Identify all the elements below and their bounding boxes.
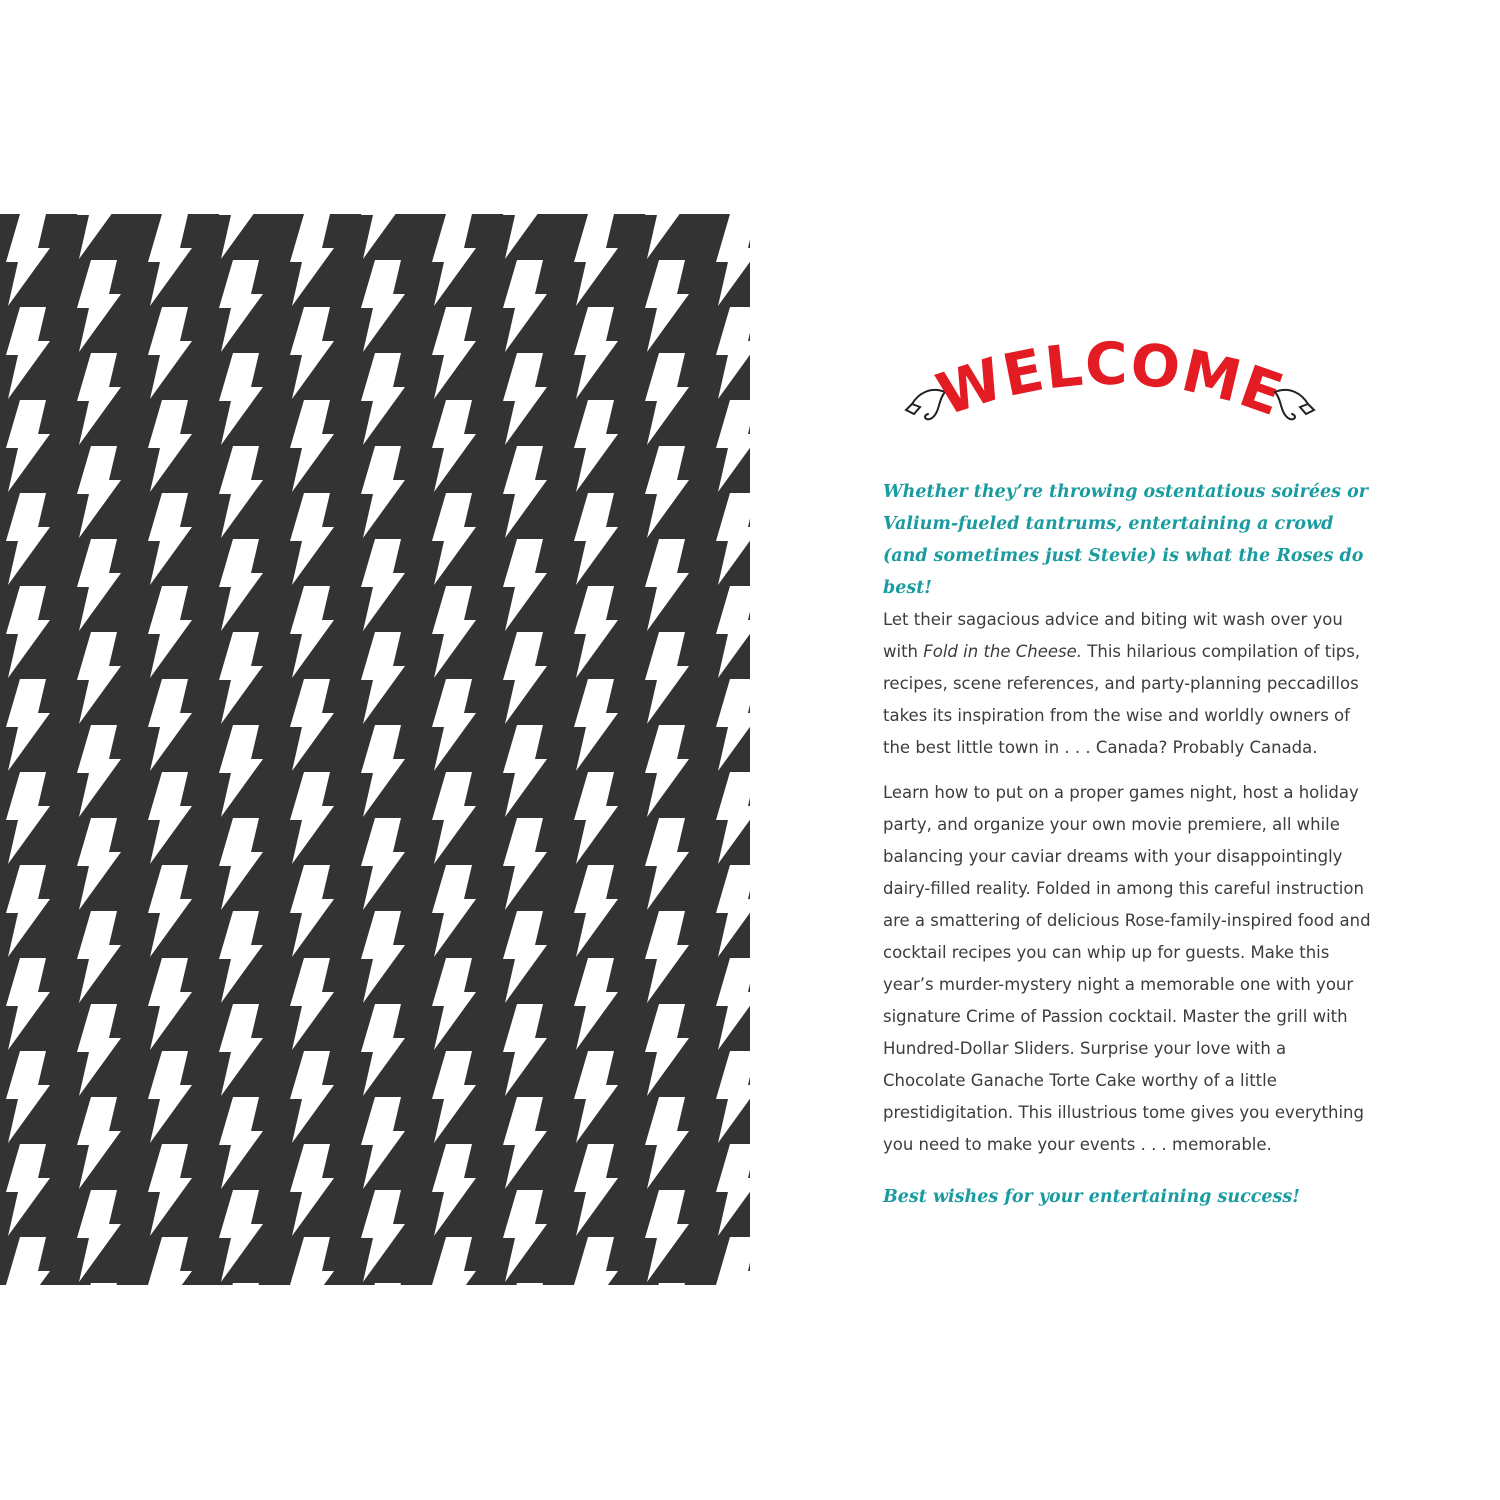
lightning-bolt-icon <box>290 493 334 585</box>
lightning-bolt-icon <box>290 1144 334 1236</box>
lightning-bolt-icon <box>361 353 405 445</box>
lightning-bolt-icon <box>432 586 476 678</box>
lightning-bolt-icon <box>361 446 405 538</box>
lightning-bolt-icon <box>716 214 750 306</box>
lightning-bolt-icon <box>77 818 121 910</box>
lightning-bolt-icon <box>645 446 689 538</box>
lightning-bolt-icon <box>77 353 121 445</box>
lightning-bolt-icon <box>6 493 50 585</box>
lightning-bolt-icon <box>574 1051 618 1143</box>
closing-line: Best wishes for your entertaining success! <box>883 1187 1300 1207</box>
lightning-bolt-icon <box>716 1051 750 1143</box>
lightning-bolt-icon <box>290 214 334 306</box>
lightning-bolt-icon <box>6 958 50 1050</box>
lightning-bolt-icon <box>290 772 334 864</box>
lightning-bolt-icon <box>361 1004 405 1096</box>
lightning-bolt-icon <box>77 632 121 724</box>
lightning-bolt-icon <box>716 307 750 399</box>
lightning-bolt-icon <box>219 1283 263 1285</box>
lightning-bolt-icon <box>432 865 476 957</box>
lightning-bolt-icon <box>219 539 263 631</box>
lightning-bolt-icon <box>148 493 192 585</box>
lightning-bolt-icon <box>432 1051 476 1143</box>
lightning-bolt-icon <box>148 865 192 957</box>
lightning-bolt-icon <box>6 865 50 957</box>
lightning-bolt-icon <box>219 1097 263 1189</box>
lightning-bolt-icon <box>77 446 121 538</box>
lightning-bolt-icon <box>148 1051 192 1143</box>
welcome-page <box>760 214 1500 1285</box>
lightning-bolt-icon <box>6 772 50 864</box>
lightning-bolt-icon <box>716 958 750 1050</box>
lightning-bolt-icon <box>361 632 405 724</box>
lightning-bolt-icon <box>219 1190 263 1282</box>
intro-paragraph <box>883 604 1373 764</box>
lightning-bolt-icon <box>6 1051 50 1143</box>
lightning-bolt-icon <box>645 632 689 724</box>
lightning-bolt-icon <box>432 772 476 864</box>
lightning-bolt-icon <box>503 446 547 538</box>
lightning-bolt-icon <box>219 214 263 259</box>
lightning-bolt-icon <box>361 214 405 259</box>
lightning-bolt-icon <box>716 1237 750 1285</box>
lightning-bolt-icon <box>574 772 618 864</box>
lightning-bolt-icon <box>219 632 263 724</box>
lightning-bolt-icon <box>503 1004 547 1096</box>
lightning-bolt-icon <box>432 1237 476 1285</box>
lightning-bolt-icon <box>361 260 405 352</box>
lightning-bolt-icon <box>574 679 618 771</box>
lightning-bolt-icon <box>77 911 121 1003</box>
lightning-bolt-icon <box>77 1190 121 1282</box>
lightning-bolt-icon <box>503 214 547 259</box>
lightning-bolt-icon <box>219 446 263 538</box>
lightning-bolt-icon <box>503 1190 547 1282</box>
lightning-bolt-icon <box>716 772 750 864</box>
lightning-bolt-icon <box>503 260 547 352</box>
lightning-bolt-icon <box>361 539 405 631</box>
lightning-bolt-icon <box>645 725 689 817</box>
lightning-bolt-icon <box>645 1190 689 1282</box>
lightning-bolt-icon <box>290 865 334 957</box>
lightning-bolt-icon <box>77 260 121 352</box>
lightning-bolt-icon <box>148 772 192 864</box>
lightning-bolt-icon <box>6 307 50 399</box>
lightning-bolt-icon <box>290 307 334 399</box>
lightning-bolt-icon <box>432 1144 476 1236</box>
lightning-bolt-icon <box>6 1144 50 1236</box>
lightning-bolt-icon <box>432 958 476 1050</box>
lightning-bolt-icon <box>361 1283 405 1285</box>
lightning-bolt-icon <box>432 493 476 585</box>
lightning-bolt-icon <box>645 539 689 631</box>
lightning-bolt-icon <box>77 725 121 817</box>
lightning-bolt-icon <box>716 1144 750 1236</box>
lightning-bolt-icon <box>148 1237 192 1285</box>
lightning-bolt-icon <box>574 865 618 957</box>
lightning-bolt-icon <box>148 307 192 399</box>
lightning-bolt-icon <box>716 679 750 771</box>
lightning-bolt-icon <box>361 725 405 817</box>
lightning-bolt-icon <box>574 1144 618 1236</box>
lightning-bolt-icon <box>361 1190 405 1282</box>
lightning-bolt-icon <box>361 1097 405 1189</box>
lightning-bolt-icon <box>6 679 50 771</box>
lightning-bolt-icon <box>290 1051 334 1143</box>
lightning-bolt-icon <box>432 214 476 306</box>
lightning-bolt-icon <box>290 1237 334 1285</box>
lightning-bolt-icon <box>574 586 618 678</box>
lightning-bolt-icon <box>6 586 50 678</box>
lightning-bolt-icon <box>6 400 50 492</box>
lightning-bolt-icon <box>503 911 547 1003</box>
lightning-bolt-icon <box>290 400 334 492</box>
lightning-bolt-icon <box>503 1097 547 1189</box>
lightning-bolt-icon <box>716 865 750 957</box>
lightning-bolt-icon <box>290 586 334 678</box>
intro-text-end: This hilarious compilation of tips, recipes, scene references, and party-planning peccadillos takes its inspiration from the wise and worldly owners of the best little town in . . . Canada? Probably Canada. <box>883 642 1361 757</box>
lightning-bolt-icon <box>148 214 192 306</box>
lightning-bolt-icon <box>290 679 334 771</box>
lightning-bolt-icon <box>574 307 618 399</box>
lightning-bolt-icon <box>219 911 263 1003</box>
lightning-bolt-icon <box>219 260 263 352</box>
lightning-bolt-icon <box>503 1283 547 1285</box>
lightning-bolt-icon <box>148 586 192 678</box>
lightning-bolt-icon <box>645 911 689 1003</box>
lead-paragraph: Whether they’re throwing ostentatious soirées or Valium-fueled tantrums, entertaining a crowd (and sometimes just Stevie) is what the Roses do best! <box>883 482 1368 598</box>
lightning-bolt-icon <box>645 1004 689 1096</box>
lightning-bolt-icon <box>361 818 405 910</box>
lightning-bolt-icon <box>574 493 618 585</box>
lightning-bolt-icon <box>77 1283 121 1285</box>
lightning-bolt-icon <box>432 307 476 399</box>
lightning-bolt-icon <box>219 1004 263 1096</box>
lightning-bolt-icon <box>503 725 547 817</box>
lightning-bolt-icon <box>645 214 689 259</box>
lightning-bolt-icon <box>77 214 121 259</box>
lightning-bolt-icon <box>148 958 192 1050</box>
lightning-bolt-icon <box>716 400 750 492</box>
lightning-bolt-icon <box>148 400 192 492</box>
lightning-bolt-icon <box>645 260 689 352</box>
lightning-bolt-icon <box>77 1097 121 1189</box>
lightning-bolt-icon <box>6 214 50 306</box>
lightning-bolt-icon <box>574 214 618 306</box>
lightning-bolt-icon <box>645 818 689 910</box>
lightning-bolt-icon <box>148 1144 192 1236</box>
lightning-bolt-icon <box>716 493 750 585</box>
details-paragraph: Learn how to put on a proper games night, host a holiday party, and organize your own movie premiere, all while balancing your caviar dreams with your disappointingly dairy-filled reality. Folded in among this careful instruction are a smattering of delicious Rose-family-inspired food and cocktail recipes you can whip up for guests. Make this year’s murder-mystery night a memorable one with your signature Crime of Passion cocktail. Master the grill with Hundred-Dollar Sliders. Surprise your love with a Chocolate Ganache Torte Cake worthy of a little prestidigitation. This illustrious tome gives you everything you need to make your events . . . memorable. <box>883 783 1371 1154</box>
lightning-bolt-icon <box>645 1097 689 1189</box>
lightning-bolt-icon <box>219 818 263 910</box>
lightning-bolt-icon <box>645 1283 689 1285</box>
lightning-bolt-icon <box>503 353 547 445</box>
lightning-bolt-icon <box>6 1237 50 1285</box>
lightning-bolt-icon <box>77 1004 121 1096</box>
lightning-bolt-icon <box>574 958 618 1050</box>
lightning-bolt-icon <box>645 353 689 445</box>
lightning-bolt-icon <box>574 400 618 492</box>
body-copy <box>883 476 1373 1213</box>
welcome-heading <box>900 334 1320 444</box>
lightning-bolt-icon <box>77 539 121 631</box>
lightning-bolt-icon <box>219 353 263 445</box>
lightning-bolt-icon <box>432 400 476 492</box>
lightning-bolt-icon <box>361 911 405 1003</box>
book-title: Fold in the Cheese. <box>923 642 1083 661</box>
lightning-bolt-icon <box>503 539 547 631</box>
lightning-bolt-icon <box>503 818 547 910</box>
lightning-bolt-icon <box>148 679 192 771</box>
lightning-pattern-page <box>0 214 750 1285</box>
lightning-bolt-icon <box>716 586 750 678</box>
intro-text-start: Let their sagacious advice and biting wit wash over you with <box>883 610 1343 661</box>
lightning-bolt-pattern <box>0 214 750 1285</box>
lightning-bolt-icon <box>574 1237 618 1285</box>
welcome-title: WELCOME <box>928 334 1293 430</box>
lightning-bolt-icon <box>503 632 547 724</box>
lightning-bolt-icon <box>432 679 476 771</box>
lightning-bolt-icon <box>219 725 263 817</box>
lightning-bolt-icon <box>290 958 334 1050</box>
